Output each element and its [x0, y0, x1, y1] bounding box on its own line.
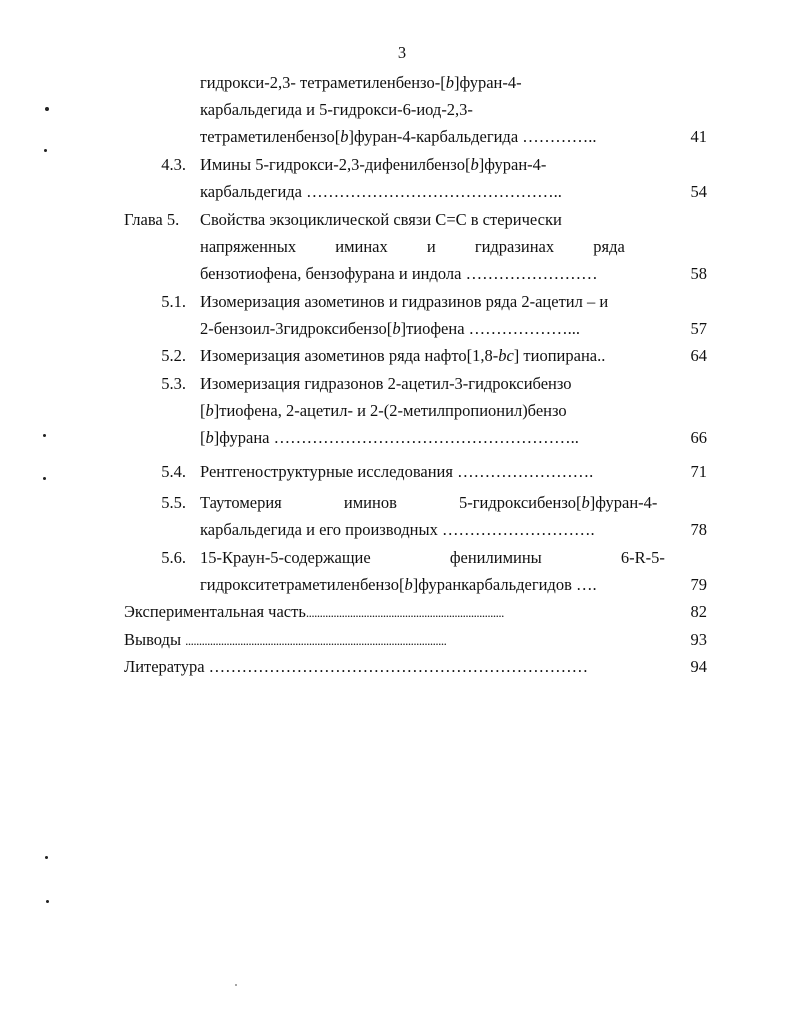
scan-speck	[235, 984, 237, 986]
entry-page: 64	[690, 346, 707, 365]
section-title	[124, 602, 504, 623]
scan-speck	[44, 149, 47, 152]
entry-number: 5.4.	[161, 462, 186, 481]
dot-leader: ........................................................................	[305, 605, 504, 620]
entry-page: 94	[690, 657, 707, 676]
entry-page: 41	[690, 127, 707, 146]
section-title-text: Выводы	[124, 630, 182, 649]
entry-line: бензотиофена, бензофурана и индола ……………………	[200, 264, 598, 283]
scan-speck	[43, 434, 46, 437]
section-title-text: Экспериментальная часть	[124, 602, 306, 621]
entry-page: 71	[690, 462, 707, 481]
entry-line: Свойства экзоциклической связи С=С в стерически	[200, 210, 562, 229]
dot-leader: ...............................................................................................	[185, 633, 447, 648]
entry-page: 57	[690, 319, 707, 338]
entry-line: гидрокситетраметиленбензо[b]фуранкарбальдегидов ….	[200, 575, 597, 594]
entry-number: 4.3.	[161, 155, 186, 174]
entry-page: 54	[690, 182, 707, 201]
entry-line: карбальдегида и его производных ……………………….	[200, 520, 595, 539]
entry-line: 2-бензоил-3гидроксибензо[b]тиофена ………………...	[200, 319, 581, 338]
entry-line: карбальдегида и 5-гидрокси-6-иод-2,3-	[200, 100, 473, 119]
scan-speck	[43, 477, 46, 480]
entry-page: 58	[690, 264, 707, 283]
entry-line	[200, 548, 665, 568]
entry-page: 66	[690, 428, 707, 447]
entry-page: 78	[690, 520, 707, 539]
justified-line-text: 15-Краун-5-содержащие фенилимины 6-R-5-	[200, 548, 665, 567]
entry-line: Изомеризация азометинов и гидразинов ряда 2-ацетил – и	[200, 292, 609, 311]
entry-line: гидрокси-2,3- тетраметиленбензо-[b]фуран-4-	[200, 73, 522, 92]
entry-number: 5.3.	[161, 374, 186, 393]
dot-leader: ……………………………………………………………	[208, 657, 589, 676]
entry-line: тетраметиленбензо[b]фуран-4-карбальдегида …………..	[200, 127, 597, 146]
scan-speck	[45, 856, 48, 859]
entry-line: Имины 5-гидрокси-2,3-дифенилбензо[b]фуран-4-	[200, 155, 547, 174]
entry-number: 5.2.	[161, 346, 186, 365]
section-title-text: Литература	[124, 657, 205, 676]
entry-line: [b]фурана ………………………………………………..	[200, 428, 579, 447]
entry-line: [b]тиофена, 2-ацетил- и 2-(2-метилпропионил)бензо	[200, 401, 567, 420]
entry-page: 79	[690, 575, 707, 594]
entry-line: карбальдегида ………………………………………..	[200, 182, 562, 201]
entry-line: Изомеризация азометинов ряда нафто[1,8-bc] тиопирана..	[200, 346, 606, 365]
entry-number: 5.6.	[161, 548, 186, 567]
chapter-label: Глава 5.	[124, 210, 180, 229]
entry-line: Рентгеноструктурные исследования …………………….	[200, 462, 594, 481]
entry-line	[200, 493, 658, 513]
scan-speck	[45, 107, 49, 111]
entry-line	[200, 237, 638, 257]
page-number: 3	[397, 43, 407, 62]
entry-page: 93	[690, 630, 707, 649]
justified-line-text: напряженных иминах и гидразинах ряда	[200, 237, 625, 256]
entry-page: 82	[690, 602, 707, 621]
section-title	[124, 657, 588, 677]
section-title	[124, 630, 446, 651]
entry-number: 5.5.	[161, 493, 186, 512]
entry-line: Изомеризация гидразонов 2-ацетил-3-гидроксибензо	[200, 374, 572, 393]
justified-line-text: Таутомерия иминов 5-гидроксибензо[b]фуран-4-	[200, 493, 658, 512]
entry-number: 5.1.	[161, 292, 186, 311]
scan-speck	[46, 900, 49, 903]
